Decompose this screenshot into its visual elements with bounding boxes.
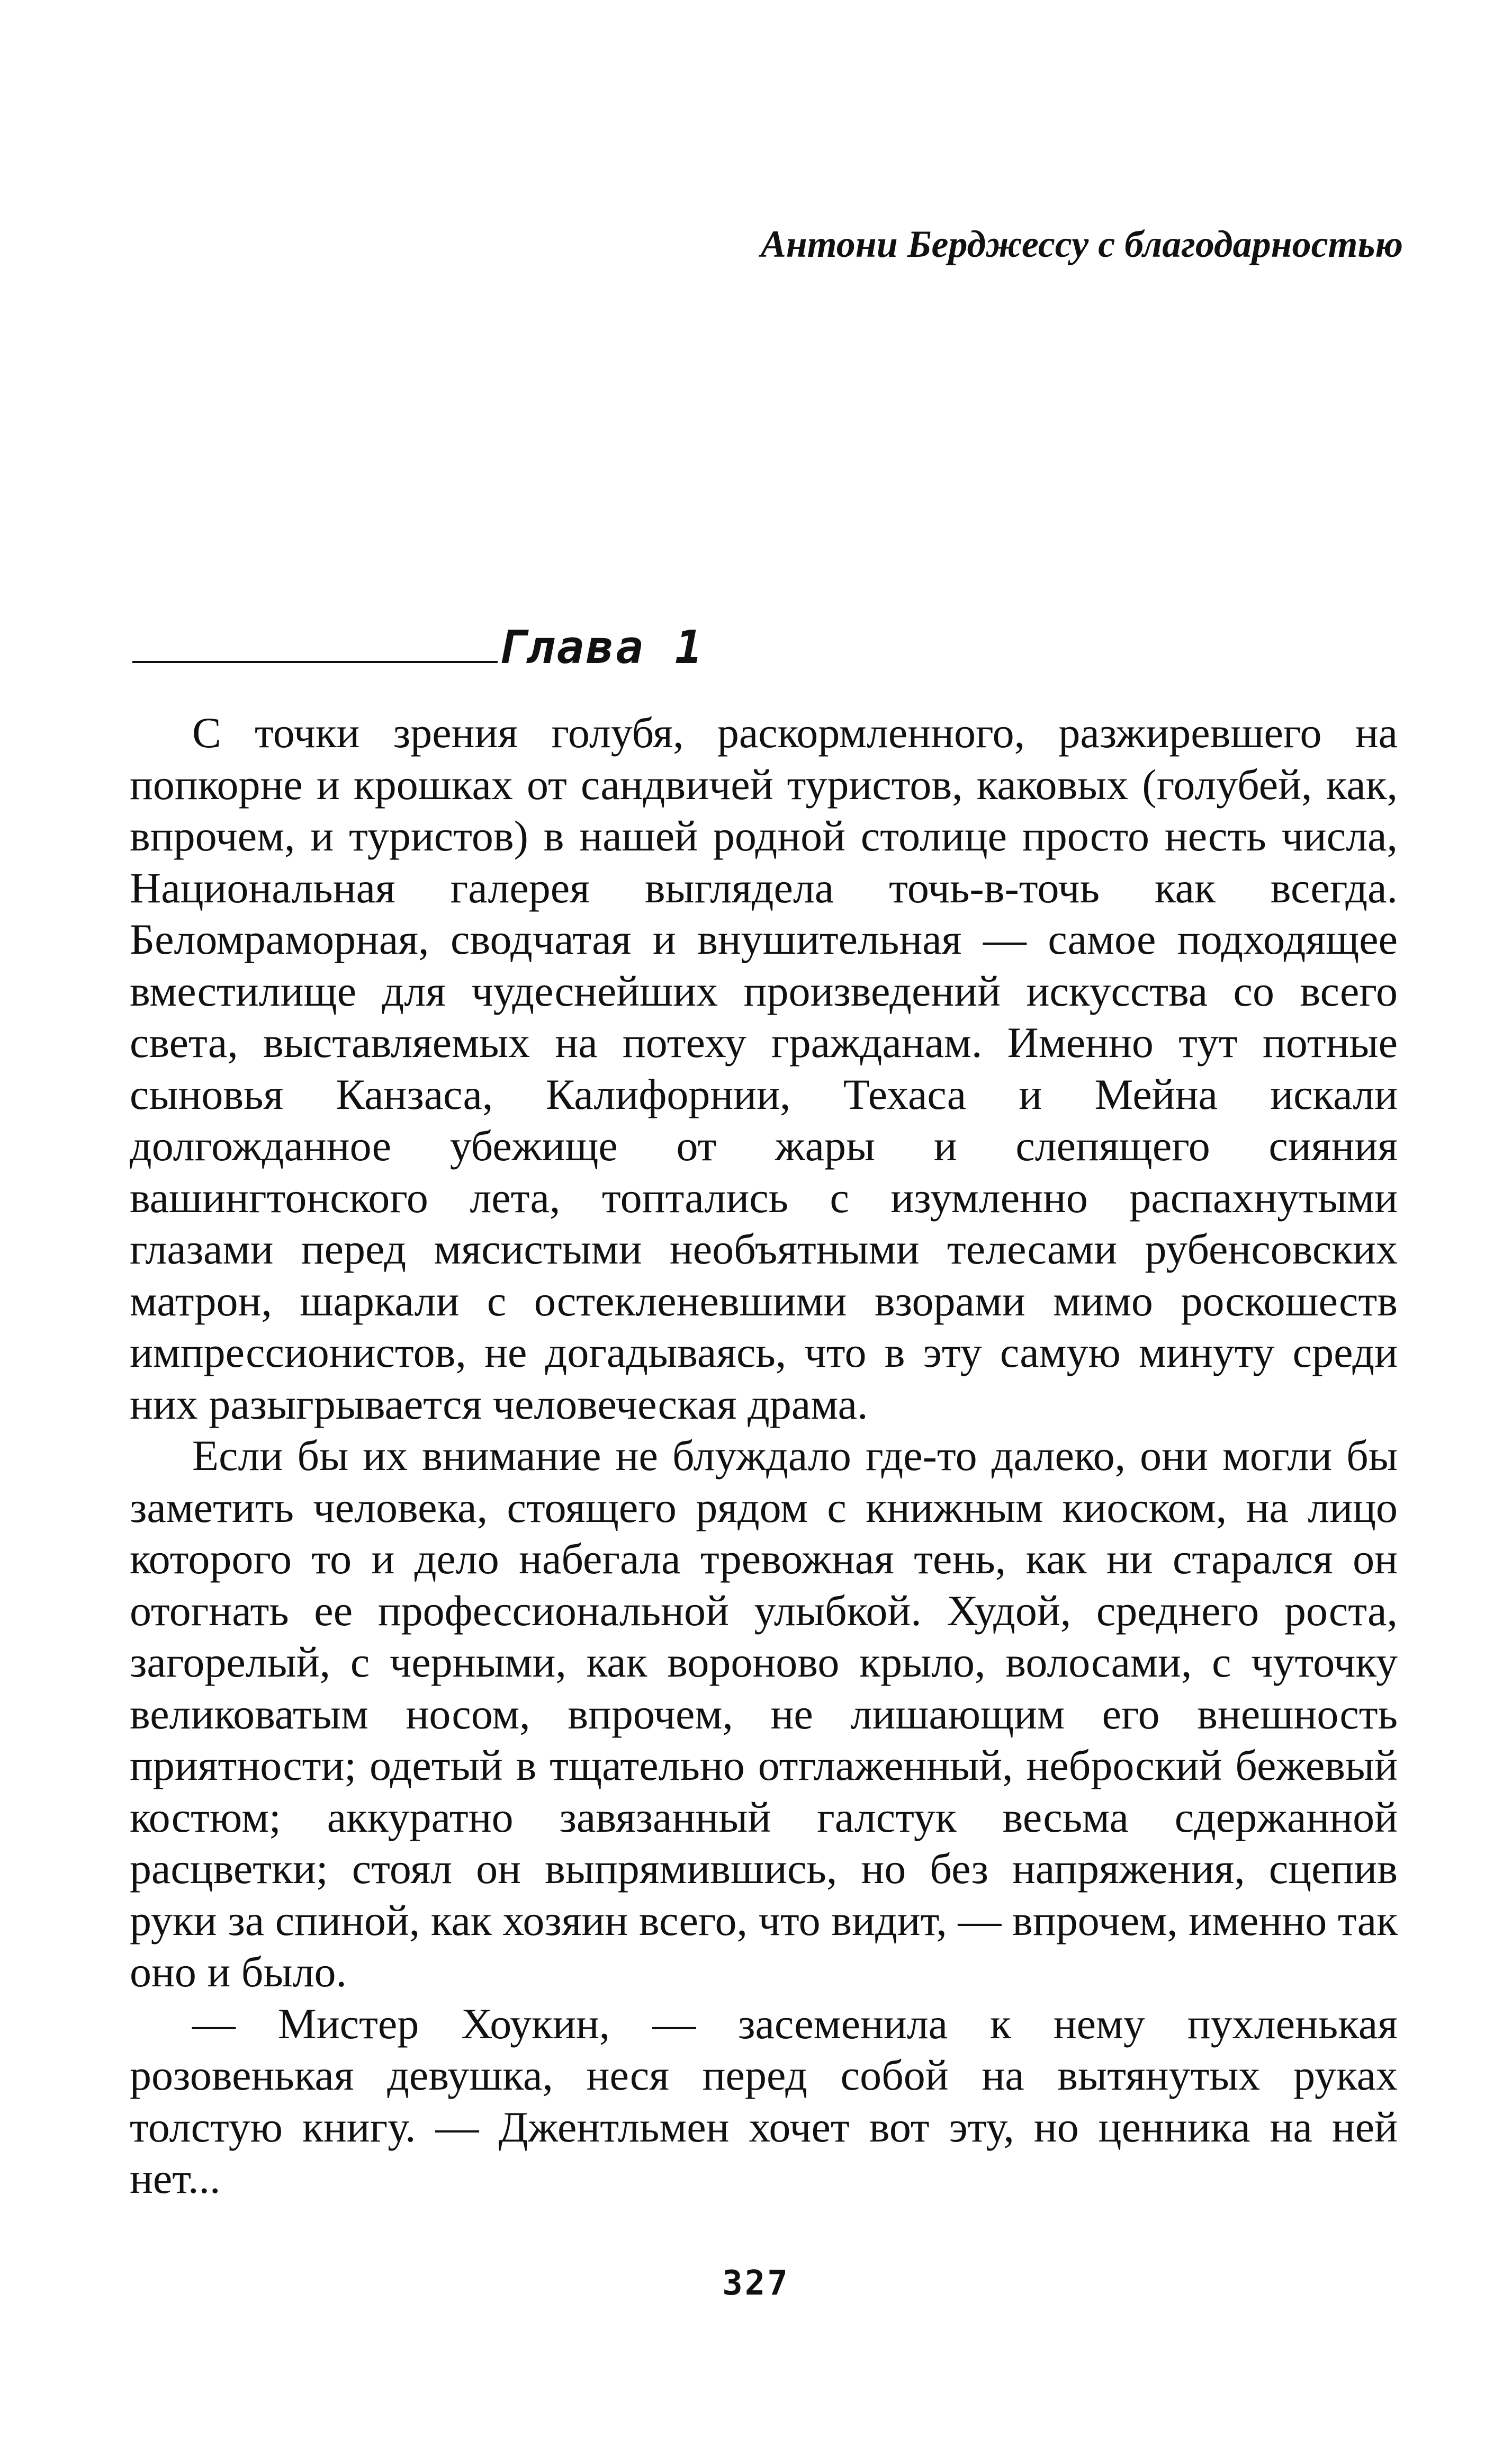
page-number: 327 — [722, 2264, 790, 2303]
body-text — [130, 707, 1398, 2205]
chapter-heading — [132, 621, 705, 674]
chapter-title: Глава 1 — [498, 621, 705, 674]
paragraph: — Мистер Хоукин, — засеменила к нему пухленькая розовенькая девушка, неся перед собой на вытянутых руках толстую книгу. — Джентльмен хочет вот эту, но ценника на ней нет... — [130, 1999, 1398, 2202]
paragraph: Если бы их внимание не блуждало где-то далеко, они могли бы заметить человека, стоящего рядом с книжным киоском, на лицо которого то и дело набегала тревожная тень, как ни старался он отогнать ее профессиональной улыбкой. Худой, среднего роста, загорелый, с черными, как вороново крыло, волосами, с чуточку великоватым носом, впрочем, не лишающим его внешность приятности; одетый в тщательно отглаженный, неброский бежевый костюм; аккуратно завязанный галстук весьма сдержанной расцветки; стоял он выпрямившись, но без напряжения, сцепив руки за спиной, как хозяин всего, что видит, — впрочем, именно так оно и было. — [130, 1431, 1398, 1996]
dedication: Антони Берджессу с благодарностью — [760, 223, 1403, 265]
paragraph: С точки зрения голубя, раскормленного, разжиревшего на попкорне и крошках от сандвичей туристов, каковых (голубей, как, впрочем, и туристов) в нашей родной столице просто несть числа, Национальная галерея выглядела точь-в-точь как всегда. Беломраморная, сводчатая и внушительная — самое подходящее вместилище для чудеснейших произведений искусства со всего света, выставляемых на потеху гражданам. Именно тут потные сыновья Канзаса, Калифорнии, Техаса и Мейна искали долгожданное убежище от жары и слепящего сияния вашингтонского лета, топтались с изумленно распахнутыми глазами перед мясистыми необъятными телесами рубенсовских матрон, шаркали с остекленевшими взорами мимо роскошеств импрессионистов, не догадываясь, что в эту самую минуту среди них разыгрывается человеческая драма. — [130, 709, 1398, 1428]
chapter-rule — [132, 661, 498, 663]
